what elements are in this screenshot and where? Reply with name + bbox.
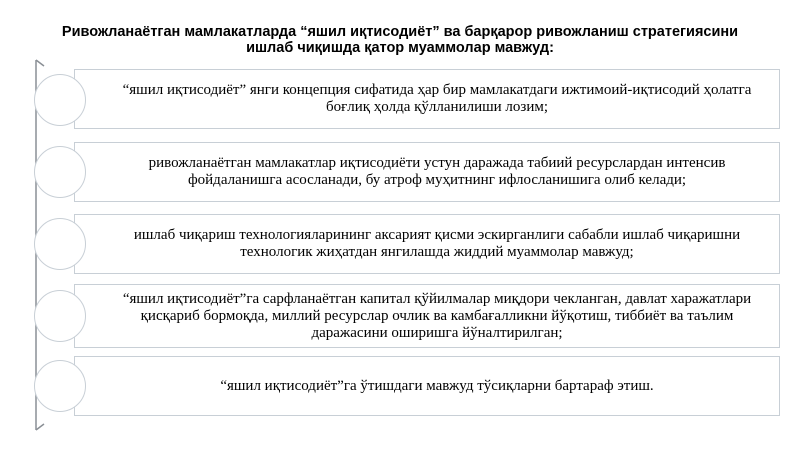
list-item-2-text: ривожланаётган мамлакатлар иқтисодиёти устун даражада табиий ресурслардан интенсив фойдаланишга асосланади, бу атроф муҳитнинг ифлосланишига олиб келади; <box>148 155 726 188</box>
bullet-circle-5 <box>34 360 86 412</box>
list-item-5 <box>74 356 780 416</box>
list-item-1 <box>74 69 780 129</box>
list-item-5-text: “яшил иқтисодиёт”га ўтишдаги мавжуд тўсиқларни бартараф этиш. <box>220 377 654 394</box>
bullet-circle-4 <box>34 290 86 342</box>
list-item-1-text: “яшил иқтисодиёт” янги концепция сифатида ҳар бир мамлакатдаги ижтимоий-иқтисодий ҳолатга боғлиқ ҳолда қўлланилиши лозим; <box>122 82 752 115</box>
list-item-3 <box>74 214 780 274</box>
bullet-circle-1 <box>34 74 86 126</box>
list-item-3-text: ишлаб чиқариш технологияларининг аксарият қисми эскирганлиги сабабли ишлаб чиқаришни технологик жиҳатдан янгилашда жиддий муаммолар мавжуд; <box>133 227 741 260</box>
list-item-4-text: “яшил иқтисодиёт”га сарфланаётган капитал қўйилмалар миқдори чекланган, давлат харажатлари қисқариб бормоқда, миллий ресурслар очлик ва камбағалликни йўқотиш, тиббиёт ва таълим даражасини оширишга йўналтирилган; <box>122 290 752 341</box>
list-item-4 <box>74 284 780 348</box>
list-item-2 <box>74 142 780 202</box>
bullet-circle-2 <box>34 146 86 198</box>
bullet-circle-3 <box>34 218 86 270</box>
diagram-title: Ривожланаётган мамлакатларда “яшил иқтисодиёт” ва барқарор ривожланиш стратегиясини ишлаб чиқишда қатор муаммолар мавжуд: <box>61 24 739 56</box>
